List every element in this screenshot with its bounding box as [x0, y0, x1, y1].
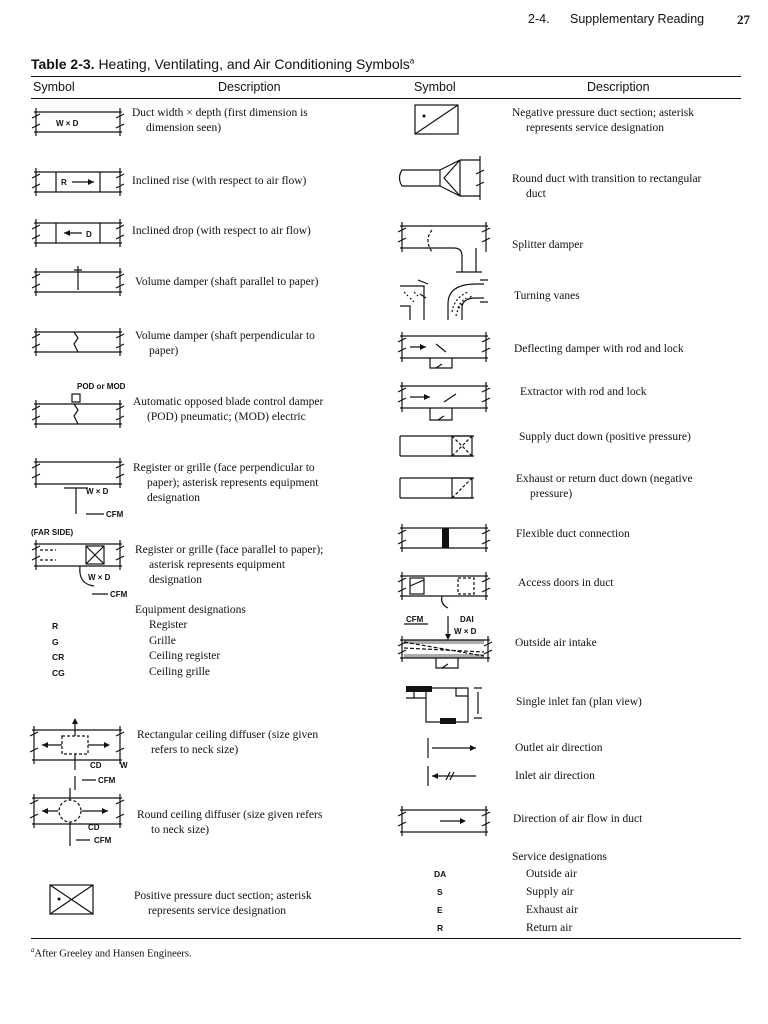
duct-size-symbol [30, 106, 130, 136]
desc-access-doors: Access doors in duct [518, 577, 614, 589]
section-title: Supplementary Reading [570, 12, 705, 26]
footnote-mark: a [31, 946, 35, 954]
desc-line: to neck size) [151, 824, 210, 836]
desc-line: represents service designation [148, 905, 286, 917]
service-code: E [437, 905, 443, 915]
round-to-rect-transition-symbol [396, 156, 492, 202]
turning-vanes-symbol [396, 276, 496, 324]
desc-volume-damper-parallel: Volume damper (shaft parallel to paper) [135, 276, 319, 288]
equipment-code: CG [52, 667, 65, 678]
section-number: 2-4. [528, 12, 550, 26]
equipment-designations-heading: Equipment designations [135, 604, 246, 616]
exhaust-duct-down-symbol [396, 476, 476, 502]
equipment-name: Ceiling register [149, 650, 221, 662]
desc-turning-vanes: Turning vanes [514, 290, 580, 302]
desc-line: Duct width × depth (first dimension is [132, 107, 308, 119]
round-ceiling-diffuser-symbol [28, 788, 138, 850]
splitter-damper-symbol [396, 218, 492, 274]
positive-pressure-section-symbol [49, 884, 95, 916]
service-name: Supply air [526, 886, 574, 898]
service-codes [434, 865, 446, 937]
desc-line: Automatic opposed blade control damper [133, 396, 324, 408]
service-name: Exhaust air [526, 904, 579, 916]
equipment-name: Register [149, 619, 188, 631]
desc-splitter-damper: Splitter damper [512, 239, 584, 251]
desc-line: paper) [149, 345, 179, 357]
desc-exhaust-duct-down [516, 472, 693, 502]
access-doors-symbol [396, 570, 492, 610]
duct-size-label: W × D [56, 119, 79, 128]
desc-opposed-blade-damper [133, 395, 323, 425]
supply-duct-down-symbol [396, 434, 476, 460]
table-bottom-rule [31, 938, 741, 939]
desc-deflecting-damper: Deflecting damper with rod and lock [514, 343, 684, 355]
inclined-drop-symbol [30, 217, 130, 247]
intake-size-label: W × D [454, 627, 477, 636]
opposed-blade-damper-symbol [30, 392, 130, 428]
col-head-description-right: Description [587, 80, 650, 94]
desc-line: asterisk represents equipment [149, 559, 286, 571]
desc-line: Round duct with transition to rectangular [512, 173, 702, 185]
service-code: DA [434, 869, 447, 879]
service-name: Outside air [526, 868, 577, 880]
register-perp-size-label: W × D [86, 487, 109, 496]
table-title: Heating, Ventilating, and Air Conditioning Symbols [98, 56, 410, 72]
desc-rect-ceiling-diffuser [137, 728, 318, 758]
inclined-rise-symbol [30, 166, 130, 196]
desc-extractor: Extractor with rod and lock [520, 386, 647, 398]
desc-register-perpendicular [133, 461, 318, 506]
extractor-symbol [396, 380, 492, 426]
intake-cfm-label: CFM [406, 615, 424, 624]
table-note-mark: a [409, 56, 415, 66]
desc-outlet-air-direction: Outlet air direction [515, 742, 603, 754]
desc-round-ceiling-diffuser [137, 808, 322, 838]
desc-round-to-rect-transition [512, 172, 701, 202]
desc-line: Rectangular ceiling diffuser (size given [137, 729, 319, 741]
desc-line: Volume damper (shaft perpendicular to [135, 330, 315, 342]
desc-inclined-rise: Inclined rise (with respect to air flow) [132, 175, 307, 187]
desc-flexible-duct-connection: Flexible duct connection [516, 528, 630, 540]
desc-line: Negative pressure duct section; asterisk [512, 107, 695, 119]
desc-line: Register or grille (face perpendicular to [133, 462, 315, 474]
desc-line: Positive pressure duct section; asterisk [134, 890, 312, 902]
table-label: Table 2-3. [31, 56, 95, 72]
equipment-name: Ceiling grille [149, 665, 211, 678]
desc-line: (POD) pneumatic; (MOD) electric [147, 411, 306, 423]
equipment-name: Grille [149, 634, 176, 647]
desc-inclined-drop: Inclined drop (with respect to air flow) [132, 225, 311, 237]
col-head-symbol-right: Symbol [414, 80, 456, 94]
desc-duct-size [132, 106, 308, 136]
desc-line: paper); asterisk represents equipment [147, 477, 319, 489]
desc-line: represents service designation [526, 122, 664, 134]
desc-line: dimension seen) [146, 122, 222, 134]
table-head-rule [31, 98, 741, 99]
intake-dai-label: DAI [460, 615, 474, 624]
deflecting-damper-symbol [396, 330, 492, 372]
airflow-direction-symbol [396, 804, 492, 838]
inlet-air-direction-symbol [424, 766, 484, 788]
service-code: R [437, 923, 444, 933]
desc-airflow-direction: Direction of air flow in duct [513, 813, 643, 825]
equipment-code: R [52, 621, 59, 631]
rect-diffuser-cfm-label: CFM [98, 776, 116, 785]
footnote [31, 946, 192, 960]
desc-register-parallel [135, 543, 323, 588]
footnote-text: After Greeley and Hansen Engineers. [34, 948, 192, 960]
desc-line: refers to neck size) [151, 744, 239, 756]
register-parallel-symbol [30, 538, 140, 600]
table-top-rule [31, 76, 741, 77]
rise-label: R [61, 178, 67, 187]
outlet-air-direction-symbol [424, 738, 484, 760]
desc-outside-air-intake: Outside air intake [515, 637, 597, 649]
desc-single-inlet-fan: Single inlet fan (plan view) [516, 696, 642, 708]
negative-pressure-section-symbol [414, 104, 460, 136]
col-head-symbol-left: Symbol [33, 80, 75, 94]
equipment-code: CR [52, 652, 65, 662]
desc-inlet-air-direction: Inlet air direction [515, 770, 595, 782]
desc-line: Exhaust or return duct down (negative [516, 473, 693, 485]
far-side-label: (FAR SIDE) [31, 528, 74, 537]
single-inlet-fan-symbol [404, 684, 496, 726]
desc-volume-damper-perpendicular [135, 329, 315, 359]
desc-line: Register or grille (face parallel to paper); [135, 544, 324, 556]
service-code: S [437, 887, 443, 897]
rect-diffuser-cd-label: CD [90, 761, 102, 770]
rect-ceiling-diffuser-symbol [28, 716, 138, 790]
drop-label: D [86, 230, 92, 239]
desc-positive-pressure-section [134, 889, 312, 919]
outside-air-intake-symbol [396, 612, 500, 674]
table-caption [31, 56, 414, 72]
service-names [526, 865, 578, 937]
col-head-description-left: Description [218, 80, 281, 94]
round-diffuser-cfm-label: CFM [94, 836, 112, 845]
register-par-cfm-label: CFM [110, 590, 128, 599]
register-perpendicular-symbol [30, 454, 140, 520]
desc-line: pressure) [530, 488, 573, 500]
desc-line: designation [149, 574, 203, 586]
equipment-code: G [52, 636, 59, 647]
equipment-names [149, 618, 220, 680]
flexible-duct-connection-symbol [396, 522, 492, 554]
volume-damper-parallel-symbol [30, 266, 130, 296]
desc-line: designation [147, 492, 201, 504]
desc-supply-duct-down: Supply duct down (positive pressure) [519, 431, 691, 443]
desc-line: Round ceiling diffuser (size given refers [137, 809, 323, 821]
volume-damper-perpendicular-symbol [30, 326, 130, 358]
rect-diffuser-w-label: W [120, 761, 128, 770]
service-designations-heading: Service designations [512, 851, 607, 863]
page-number: 27 [737, 12, 750, 27]
round-diffuser-cd-label: CD [88, 823, 100, 832]
equipment-codes [52, 619, 65, 681]
register-par-size-label: W × D [88, 573, 111, 582]
service-name: Return air [526, 922, 573, 934]
desc-line: duct [526, 188, 546, 200]
register-perp-cfm-label: CFM [106, 510, 124, 519]
desc-negative-pressure-section [512, 106, 694, 136]
pod-mod-label: POD or MOD [77, 382, 126, 391]
